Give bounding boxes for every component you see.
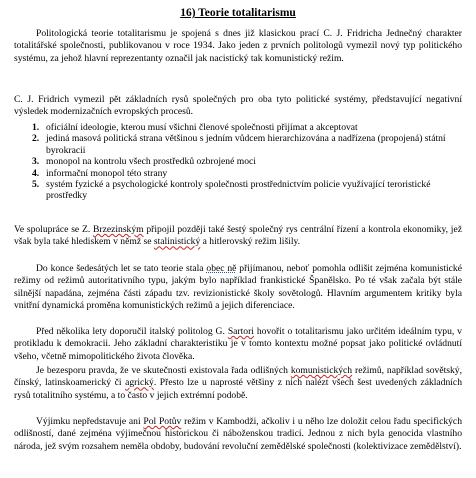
list-item: 5. systém fyzické a psychologické kontroly společnosti prostřednictvím policie využívající teroristické prostředky — [32, 179, 431, 202]
features-intro-paragraph: C. J. Fridrich vymezil pět základních rysů společných pro oba tyto politické systémy, představující negativní výsledek modernizačních evropských procesů. — [14, 94, 462, 118]
features-list — [14, 122, 462, 202]
list-item: 1. oficiální ideologie, kterou musí všichni členové společnosti přijímat a akceptovat — [32, 122, 358, 133]
page-title: 16) Teorie totalitarismu — [180, 7, 296, 19]
list-item: 3. monopol na kontrolu všech prostředků ozbrojené moci — [32, 156, 256, 168]
intro-paragraph: Politologická teorie totalitarismu je spojená s dnes již klasickou prací C. J. Fridricha Jednečný charakter totalitářské společnosti, publikovanou v roce 1934. Jako jeden z prvních politologů vymezil nový typ politického systému, za jehož hlavní reprezentanty označil jak nacistický tak komunistický režim. — [14, 28, 462, 64]
cambodia-paragraph: Výjimku nepředstavuje ani Pol Potův režim v Kambodži, ačkoliv i u něho lze doložit celou řadu specifických odlišností, dané zejména výjimečnou historickou či náboženskou tradicí. Jednou z nich byla genocida vlastního národa, jež svým rozsahem neměla obdoby, budování revoluční zemědělské společnosti (kolektivizace zemědělství). — [14, 416, 462, 452]
regimes-paragraph: Je bezesporu pravda, že ve skutečnosti existovala řada odlišných komunistických režimů, například sovětský, čínský, latinskoamerický či agrický. Přesto lze u naprosté většiny z nich nalézt všech šest uvedených základních rysů totalitního systému, a to často v jejich extrémní podobě. — [14, 365, 463, 401]
sartori-paragraph: Před několika lety doporučil italský politolog G. Sartori hovořit o totalitarismu jako určitém ideálním typu, v protikladu k demokracii. Jeho základní charakteristiku je v tomto kontextu možné popsat jako politické ovládnutí všeho, včetně mimopolitického života člověka. — [14, 326, 462, 362]
list-item: 4. informační monopol této strany — [32, 167, 168, 179]
list-item: 2. jediná masová politická strana většinou s jedním vůdcem hierarchizována a nadřízena (propojená) státní byrokracii — [32, 133, 446, 156]
history-paragraph: Do konce šedesátých let se tato teorie stala obec ně přijímanou, neboť pomohla odlišit zejména komunistické režimy od režimů autoritativního typu, jakým bylo například frankistické Španělsko. Po té však začala být stále silnější napadána, zejména části západu tzv. revizionistické školy sovětologů. Hlavním argumentem kritiky byla vnitřní dynamická proměna komunistických režimů a jejich diferenciace. — [14, 263, 462, 312]
sixth-feature-paragraph: Ve spolupráce se Z. Brzezinským připojil později také šestý společný rys centrální řízení a kontrola ekonomiky, jež však byla také hlediskem v němž se stalinistický a hitlerovský režim lišily. — [14, 224, 462, 248]
